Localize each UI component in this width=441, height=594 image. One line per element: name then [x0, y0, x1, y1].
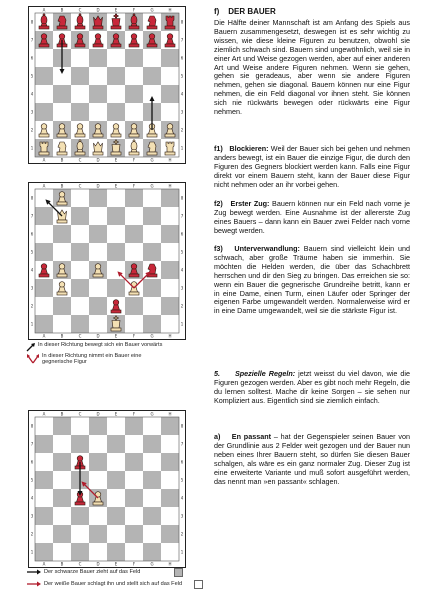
file-label: D: [96, 157, 100, 163]
board-square: [143, 49, 161, 67]
board-square: [89, 279, 107, 297]
board-square: [143, 489, 161, 507]
rank-label: 2: [30, 303, 34, 309]
file-label: E: [114, 157, 118, 163]
board-square: [107, 189, 125, 207]
board-square: [71, 507, 89, 525]
board-square: [53, 525, 71, 543]
board-square: [125, 225, 143, 243]
section-heading-der-bauer: f) DER BAUER: [214, 7, 276, 16]
board-square: [161, 189, 179, 207]
file-label: C: [78, 333, 82, 339]
rank-label: 8: [30, 19, 34, 25]
board-square: [143, 471, 161, 489]
board-square: [125, 507, 143, 525]
file-label: G: [150, 183, 154, 189]
board-squares: [35, 13, 179, 157]
board-square: [89, 543, 107, 561]
paragraph-blockieren: [214, 145, 410, 190]
rank-label: 5: [30, 73, 34, 79]
file-label: B: [60, 7, 64, 13]
board-square: [89, 507, 107, 525]
board-square: [53, 85, 71, 103]
board-square: [161, 85, 179, 103]
rank-label: 4: [180, 267, 184, 273]
board-square: [35, 279, 53, 297]
board-square: [89, 49, 107, 67]
board-square: [107, 453, 125, 471]
board-square: [161, 49, 179, 67]
board-square: [89, 189, 107, 207]
board-square: [161, 507, 179, 525]
board-square: [53, 297, 71, 315]
rank-label: 7: [30, 213, 34, 219]
board-square: [89, 207, 107, 225]
board-square: [143, 315, 161, 333]
board-square: [125, 67, 143, 85]
board-square: [161, 525, 179, 543]
rank-label: 5: [180, 249, 184, 255]
rank-label: 5: [180, 477, 184, 483]
board-square: [71, 297, 89, 315]
rank-label: 1: [180, 549, 184, 555]
board-square: [35, 225, 53, 243]
board-square: [161, 243, 179, 261]
rank-label: 4: [30, 91, 34, 97]
paragraph-spezielle-regeln: [214, 370, 410, 406]
rank-label: 3: [30, 513, 34, 519]
file-label: D: [96, 411, 100, 417]
paragraph-body: Bauern können nur ein Feld nach vorne je Zug bewegt werden. Eine Ausnahme ist der allererste Zug eines Bauers – dann kann ein Bauer zwei Felder nach vorne bewegt werden.: [214, 199, 410, 235]
file-label: G: [150, 411, 154, 417]
rank-label: 4: [180, 495, 184, 501]
file-label: A: [42, 183, 46, 189]
board-square: [71, 207, 89, 225]
board-square: [107, 507, 125, 525]
file-label: E: [114, 411, 118, 417]
legend-capture-text: In dieser Richtung nimmt ein Bauer eine gegnerische Figur: [42, 353, 142, 366]
board-square: [143, 417, 161, 435]
rank-label: 7: [30, 441, 34, 447]
board-square: [161, 67, 179, 85]
board-square: [35, 525, 53, 543]
board-square: [53, 435, 71, 453]
file-label: F: [132, 333, 136, 339]
board-square: [143, 435, 161, 453]
paragraph-lead: f3) Unterverwandlung:: [214, 244, 300, 253]
board-square: [107, 49, 125, 67]
board-square: [35, 67, 53, 85]
board-square: [125, 315, 143, 333]
board-square: [107, 243, 125, 261]
board-square: [125, 489, 143, 507]
rank-label: 8: [180, 195, 184, 201]
board-square: [125, 471, 143, 489]
board-square: [89, 453, 107, 471]
board-square: [125, 543, 143, 561]
board-square: [143, 297, 161, 315]
file-label: F: [132, 411, 136, 417]
board-square: [53, 225, 71, 243]
paragraph-body: Weil der Bauer sich bei gehen und nehmen anders bewegt, ist ein Bauer die einzige Figur, die durch den Figuren des Gegners blockiert werden kann. Falls eine Figur direkt vor einem Bauern steht, kann der Bauer diese Figur nicht nehmen oder an ihr vorbei gehen.: [214, 144, 411, 189]
board-square: [125, 453, 143, 471]
board-square: [35, 543, 53, 561]
board-square: [35, 49, 53, 67]
paragraph-en-passant: [214, 433, 410, 486]
board-square: [161, 225, 179, 243]
board-square: [71, 315, 89, 333]
board-square: [143, 453, 161, 471]
board-square: [107, 417, 125, 435]
paragraph-body: jetzt weisst du viel davon, wie die Figuren gezogen werden. Aber es gibt noch mehr Regeln, die du lernen solltest. Mache dir keine Sorgen – sie sehen nur Kompliziert aus. Eigentlich sind sie ziemlich einfach.: [214, 369, 410, 405]
board-square: [89, 471, 107, 489]
file-label: A: [42, 157, 46, 163]
black-arrow-icon: [26, 568, 42, 576]
paragraph-lead: a) En passant: [214, 432, 271, 441]
legend-black-move-text: Der schwarze Bauer zieht auf das Feld: [44, 569, 141, 575]
rank-label: 6: [30, 55, 34, 61]
board-square: [53, 103, 71, 121]
file-label: F: [132, 7, 136, 13]
file-label: C: [78, 183, 82, 189]
rank-label: 5: [30, 477, 34, 483]
rank-label: 2: [30, 531, 34, 537]
red-diagonal-arrows-icon: [26, 353, 40, 365]
paragraph-der-bauer: Die Hälfte deiner Mannschaft ist am Anfang des Spiels aus Bauern zusammengesetzt, deswegen ist es sehr wichtig zu wissen, wie diese kleine Figuren zu benutzen, obwohl sie ziemlich schwach sind. Bauern sind ungewöhnlich, weil sie in einer Art und Weise gezogen werden, aber auf einer anderen Art und Weise andere Figuren nehmen. Wenn sie gehen, gehen sie geradeaus, aber wenn sie andere Figuren nehmen, gehen sie diagonal. Bauern können nur eine Figur nehmen, die ein Feld diagonal vor ihnen steht. Sie können sich nie rückwärts bewegen oder rückwärts eine Figur nehmen.: [214, 18, 410, 117]
board-square: [53, 315, 71, 333]
rank-label: 7: [180, 441, 184, 447]
board-square: [143, 225, 161, 243]
board-square: [107, 489, 125, 507]
rank-label: 7: [30, 37, 34, 43]
board-square: [107, 543, 125, 561]
board-square: [89, 525, 107, 543]
file-label: D: [96, 7, 100, 13]
board-square: [89, 243, 107, 261]
board-square: [53, 243, 71, 261]
board-square: [143, 525, 161, 543]
file-label: G: [150, 157, 154, 163]
file-label: H: [168, 183, 172, 189]
file-label: E: [114, 333, 118, 339]
board-square: [161, 297, 179, 315]
rank-label: 8: [180, 19, 184, 25]
paragraph-body: – hat der Gegenspieler seinen Bauer von der Grundlinie aus 2 Felder weit gezogen und der Bauer nun neben eines Ihrer Bauern steht, so dürfen Sie diesen Bauer schalgen, als wäre es ein ganz normaler Zug. Dieser Zug ist eine erweiterte Variante und muß sofort ausgeführt werden, das nennt man »en passant« schlagen.: [214, 432, 410, 486]
file-label: D: [96, 183, 100, 189]
board-square: [71, 525, 89, 543]
rank-label: 6: [30, 231, 34, 237]
file-label: H: [168, 333, 172, 339]
board-square: [53, 471, 71, 489]
file-label: C: [78, 7, 82, 13]
board-square: [35, 297, 53, 315]
board-square: [143, 243, 161, 261]
rank-label: 3: [180, 513, 184, 519]
rank-label: 3: [180, 109, 184, 115]
legend-forward-row: [26, 341, 206, 351]
file-label: A: [42, 7, 46, 13]
legend-capture-row: [26, 352, 206, 368]
board-square: [89, 417, 107, 435]
board-square: [71, 261, 89, 279]
chessboard-en-passant: [28, 410, 186, 568]
board-square: [71, 435, 89, 453]
legend-black-move-row: [26, 568, 196, 577]
board-square: [161, 417, 179, 435]
board-square: [35, 315, 53, 333]
board-square: [89, 103, 107, 121]
rank-label: 8: [180, 423, 184, 429]
chessboard-pawn-moves: [28, 182, 186, 340]
board-square: [161, 207, 179, 225]
board-square: [71, 189, 89, 207]
board-square: [35, 507, 53, 525]
board-square: [107, 103, 125, 121]
board-square: [143, 67, 161, 85]
board-square: [107, 225, 125, 243]
board-square: [71, 279, 89, 297]
board-square: [53, 417, 71, 435]
board-square: [107, 435, 125, 453]
file-label: B: [60, 561, 64, 567]
legend-white-capture-text: Der weiße Bauer schlagt ihn und stellt sich auf das Feld: [44, 581, 183, 587]
board-square: [161, 489, 179, 507]
board-square: [125, 525, 143, 543]
board-square: [53, 543, 71, 561]
board-square: [35, 435, 53, 453]
rank-label: 5: [30, 249, 34, 255]
rank-label: 4: [30, 267, 34, 273]
rank-label: 3: [30, 285, 34, 291]
rank-label: 4: [180, 91, 184, 97]
board-square: [53, 507, 71, 525]
board-square: [89, 435, 107, 453]
rank-label: 8: [30, 195, 34, 201]
board-square: [107, 67, 125, 85]
board-square: [143, 189, 161, 207]
rank-label: 4: [30, 495, 34, 501]
file-label: H: [168, 411, 172, 417]
file-label: B: [60, 411, 64, 417]
file-label: C: [78, 411, 82, 417]
red-arrow-icon: [26, 580, 42, 588]
legend-white-capture-row: [26, 580, 216, 589]
board-square: [71, 85, 89, 103]
board-square: [35, 471, 53, 489]
paragraph-erster-zug: [214, 200, 410, 236]
rank-label: 8: [30, 423, 34, 429]
board-square: [71, 225, 89, 243]
board-square: [35, 207, 53, 225]
board-square: [143, 207, 161, 225]
rank-label: 6: [180, 55, 184, 61]
rank-label: 6: [30, 459, 34, 465]
rank-label: 1: [30, 549, 34, 555]
board-square: [143, 543, 161, 561]
board-square: [107, 279, 125, 297]
board-square: [71, 103, 89, 121]
board-square: [71, 243, 89, 261]
board-square: [89, 225, 107, 243]
board-square: [89, 315, 107, 333]
file-label: C: [78, 561, 82, 567]
rank-label: 3: [30, 109, 34, 115]
file-label: G: [150, 561, 154, 567]
board-square: [53, 453, 71, 471]
file-label: D: [96, 333, 100, 339]
board-square: [161, 315, 179, 333]
board-square: [71, 417, 89, 435]
board-square: [125, 417, 143, 435]
board-square: [143, 507, 161, 525]
rank-label: 2: [180, 531, 184, 537]
board-square: [89, 67, 107, 85]
board-square: [125, 49, 143, 67]
file-label: H: [168, 157, 172, 163]
board-square: [89, 297, 107, 315]
file-label: F: [132, 157, 136, 163]
board-square: [107, 207, 125, 225]
board-square: [161, 471, 179, 489]
board-square: [71, 49, 89, 67]
board-square: [143, 279, 161, 297]
rank-label: 6: [180, 459, 184, 465]
board-square: [71, 543, 89, 561]
file-label: E: [114, 561, 118, 567]
board-square: [107, 85, 125, 103]
board-square: [35, 243, 53, 261]
file-label: B: [60, 157, 64, 163]
board-square: [125, 243, 143, 261]
rank-label: 2: [180, 127, 184, 133]
board-square: [125, 85, 143, 103]
file-label: C: [78, 157, 82, 163]
board-square: [35, 453, 53, 471]
file-label: A: [42, 333, 46, 339]
board-square: [35, 85, 53, 103]
rank-label: 5: [180, 73, 184, 79]
board-square: [35, 103, 53, 121]
board-square: [125, 297, 143, 315]
paragraph-lead: 5. Spezielle Regeln:: [214, 369, 296, 378]
paragraph-body: Bauern sind vielleicht klein und schwach, aber große Träume haben sie immerhin. Sie möchten die Helden werden, die über das Schachbrett herrschen und dir den Sieg zu bringen. Das erreichen sie so: wenn ein Bauer die gegnerische Grundreihe betritt, kann er in eine Dame, einen Turm, einen Läufer oder Springer der eigenen Farbe umgewandelt werden. Normalerweise wird er in eine Dame umgewandelt, weil sie die stärkste Figur ist.: [214, 244, 410, 316]
paragraph-unterverwandlung: [214, 245, 410, 316]
rank-label: 1: [180, 321, 184, 327]
board-square: [125, 435, 143, 453]
file-label: E: [114, 7, 118, 13]
board-square: [125, 189, 143, 207]
board-square: [107, 525, 125, 543]
legend-forward-text: In dieser Richtung bewegt sich ein Bauer vorwärts: [38, 342, 163, 348]
rank-label: 2: [30, 127, 34, 133]
board-square: [161, 435, 179, 453]
paragraph-lead: f1) Blockieren:: [214, 144, 269, 153]
black-arrow-icon: [26, 342, 36, 352]
file-label: G: [150, 333, 154, 339]
rank-label: 7: [180, 37, 184, 43]
file-label: G: [150, 7, 154, 13]
board-square: [161, 279, 179, 297]
board-square: [53, 489, 71, 507]
board-squares: [35, 417, 179, 561]
board-square: [35, 489, 53, 507]
rank-label: 7: [180, 213, 184, 219]
rank-label: 1: [30, 321, 34, 327]
rank-label: 3: [180, 285, 184, 291]
file-label: D: [96, 561, 100, 567]
file-label: H: [168, 561, 172, 567]
file-label: B: [60, 333, 64, 339]
file-label: F: [132, 183, 136, 189]
file-label: A: [42, 561, 46, 567]
board-square: [125, 103, 143, 121]
file-label: F: [132, 561, 136, 567]
board-square: [161, 103, 179, 121]
chessboard-start-position: [28, 6, 186, 164]
legend-square-marker: [194, 580, 203, 589]
board-square: [161, 261, 179, 279]
board-square: [71, 67, 89, 85]
legend-square-marker: [174, 568, 183, 577]
rank-label: 2: [180, 303, 184, 309]
file-label: E: [114, 183, 118, 189]
board-square: [35, 417, 53, 435]
rank-label: 1: [180, 145, 184, 151]
file-label: B: [60, 183, 64, 189]
rank-label: 6: [180, 231, 184, 237]
board-square: [107, 471, 125, 489]
board-square: [161, 453, 179, 471]
file-label: A: [42, 411, 46, 417]
rank-label: 1: [30, 145, 34, 151]
board-square: [161, 543, 179, 561]
file-label: H: [168, 7, 172, 13]
board-square: [125, 207, 143, 225]
paragraph-lead: f2) Erster Zug:: [214, 199, 270, 208]
board-square: [89, 85, 107, 103]
